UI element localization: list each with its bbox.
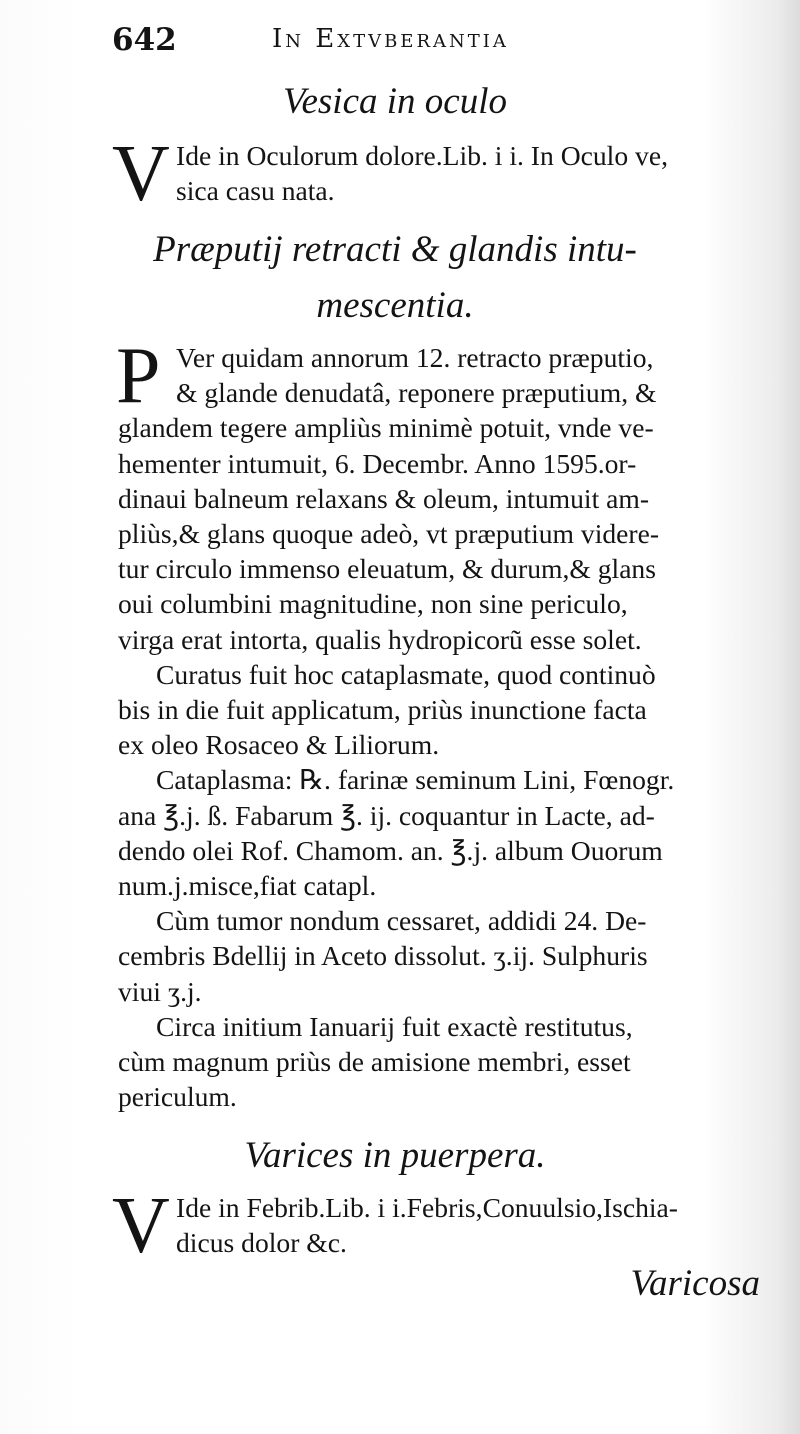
section-heading-praeputij — [100, 222, 690, 334]
section-body-praeputij — [118, 340, 764, 1114]
text-line: glandem tegere ampliùs minimè potuit, vnde ve- — [118, 412, 654, 444]
text-line: sica casu nata. — [176, 175, 335, 207]
text-line: Curatus fuit hoc cataplasmate, quod continuò — [156, 658, 656, 690]
text-line: dendo olei Rof. Chamom. an. ℥.j. album Ouorum — [118, 834, 663, 866]
text-line: bis in die fuit applicatum, priùs inunctione facta — [118, 694, 647, 726]
text-line: oui columbini magnitudine, non sine periculo, — [118, 588, 628, 620]
section-body-vesica — [118, 138, 764, 208]
text-line: dicus dolor &c. — [176, 1227, 347, 1259]
text-line: virga erat intorta, qualis hydropicorũ esse solet. — [118, 623, 642, 655]
running-head — [112, 22, 672, 72]
running-title: In Extvberantia — [272, 24, 509, 54]
text-line: Circa initium Ianuarij fuit exactè restitutus, — [156, 1010, 633, 1042]
text-line: cembris Bdellij in Aceto dissolut. ʒ.ij. Sulphuris — [118, 940, 648, 972]
section-heading-vesica: Vesica in oculo — [282, 81, 507, 122]
text-line: periculum. — [118, 1081, 237, 1113]
heading-line: mescentia. — [316, 285, 474, 326]
section-body-varices — [118, 1190, 764, 1260]
text-line: ex oleo Rosaceo & Liliorum. — [118, 729, 440, 761]
text-line: hementer intumuit, 6. Decembr. Anno 1595.or- — [118, 447, 637, 479]
drop-cap: V — [112, 130, 170, 218]
text-line: num.j.misce,fiat catapl. — [118, 870, 377, 902]
text-line: tur circulo immenso eleuatum, & durum,& glans — [118, 553, 656, 585]
text-line: cùm magnum priùs de amisione membri, esset — [118, 1046, 631, 1078]
text-line: Ver quidam annorum 12. retracto præputio, — [176, 342, 654, 373]
page-number: 642 — [112, 22, 177, 58]
text-line: Cùm tumor nondum cessaret, addidi 24. De- — [156, 905, 647, 937]
text-line: Cataplasma: ℞. farinæ seminum Lini, Fœnogr. — [156, 764, 675, 796]
text-line: Ide in Oculorum dolore.Lib. i i. In Oculo ve, — [176, 140, 668, 171]
text-line: ana ℥.j. ß. Fabarum ℥. ij. coquantur in Lacte, ad- — [118, 799, 655, 831]
text-line: Ide in Febrib.Lib. i i.Febris,Conuulsio,Ischia- — [176, 1192, 678, 1223]
text-line: & glande denudatâ, reponere præputium, & — [176, 377, 657, 409]
text-line: pliùs,& glans quoque adeò, vt præputium videre- — [118, 518, 660, 550]
catchword: Varicosa — [630, 1263, 760, 1304]
text-line: dinaui balneum relaxans & oleum, intumuit am- — [118, 482, 650, 514]
text-line: viui ʒ.j. — [118, 975, 202, 1007]
drop-cap: V — [112, 1182, 170, 1270]
drop-cap: P — [116, 332, 161, 420]
section-heading-varices: Varices in puerpera. — [244, 1135, 546, 1176]
heading-line: Præputij retracti & glandis intu- — [153, 229, 637, 270]
